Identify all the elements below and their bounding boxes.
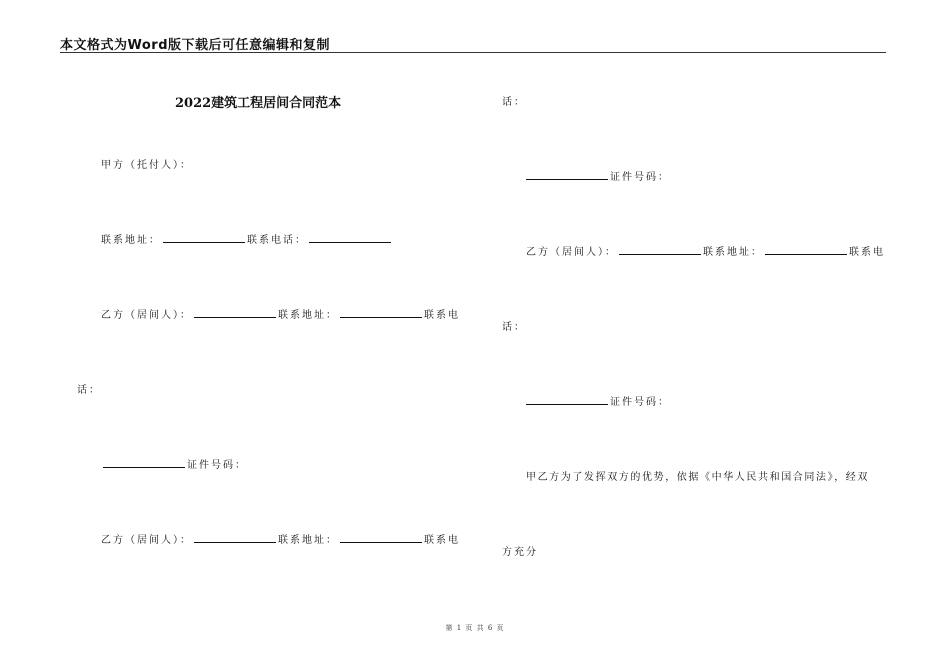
party-b-phone-label: 联系电: [849, 247, 885, 258]
phone-wrap-text: 话：: [502, 322, 526, 333]
party-b-name-blank[interactable]: [619, 246, 701, 255]
paragraph-line: [526, 468, 869, 483]
document-title: 2022建筑工程居间合同范本: [175, 96, 342, 111]
party-b-address-label: 联系地址：: [278, 310, 338, 321]
id-line: [101, 456, 247, 471]
party-b-name-blank[interactable]: [194, 534, 276, 543]
contact-address-label: 联系地址：: [101, 235, 161, 246]
party-b-label: 乙方（居间人）：: [101, 310, 192, 321]
party-b-address-label: 联系地址：: [703, 247, 763, 258]
id-label: 证件号码：: [610, 172, 670, 183]
phone-wrap-line: [502, 93, 526, 108]
page-footer: [0, 623, 950, 633]
party-b-phone-label: 联系电: [424, 310, 460, 321]
party-b-label: 乙方（居间人）：: [526, 247, 617, 258]
party-a-contact-line: [101, 231, 393, 246]
party-b-address-label: 联系地址：: [278, 535, 338, 546]
party-b-address-blank[interactable]: [340, 309, 422, 318]
party-b-name-blank[interactable]: [194, 309, 276, 318]
id-label: 证件号码：: [610, 397, 670, 408]
paragraph-continuation-line: [502, 543, 538, 558]
id-line: [524, 393, 670, 408]
id-label: 证件号码：: [187, 460, 247, 471]
party-b-phone-label: 联系电: [424, 535, 460, 546]
header-text: 本文格式为Word版下载后可任意编辑和复制: [60, 38, 331, 53]
phone-wrap-line: [502, 318, 526, 333]
paragraph-text: 甲乙方为了发挥双方的优势，依据《中华人民共和国合同法》，经双: [526, 472, 869, 483]
id-blank[interactable]: [526, 171, 608, 180]
contact-address-blank[interactable]: [163, 234, 245, 243]
party-b-address-blank[interactable]: [765, 246, 847, 255]
party-b-address-blank[interactable]: [340, 534, 422, 543]
id-blank[interactable]: [526, 396, 608, 405]
contact-phone-blank[interactable]: [309, 234, 391, 243]
page-header: [60, 34, 886, 53]
paragraph-continuation-text: 方充分: [502, 547, 538, 558]
id-blank[interactable]: [103, 459, 185, 468]
party-a-label: 甲方（托付人）：: [101, 160, 192, 171]
party-b-line: [526, 243, 885, 258]
page-number: 第 1 页 共 6 页: [445, 624, 505, 632]
party-b-label: 乙方（居间人）：: [101, 535, 192, 546]
party-a-line: [101, 156, 192, 171]
phone-wrap-line: [77, 381, 101, 396]
party-b-line-2: [101, 531, 460, 546]
id-line: [524, 168, 670, 183]
contact-phone-label: 联系电话：: [247, 235, 307, 246]
phone-wrap-text: 话：: [502, 97, 526, 108]
party-b-line-1: [101, 306, 460, 321]
phone-wrap-text: 话：: [77, 385, 101, 396]
